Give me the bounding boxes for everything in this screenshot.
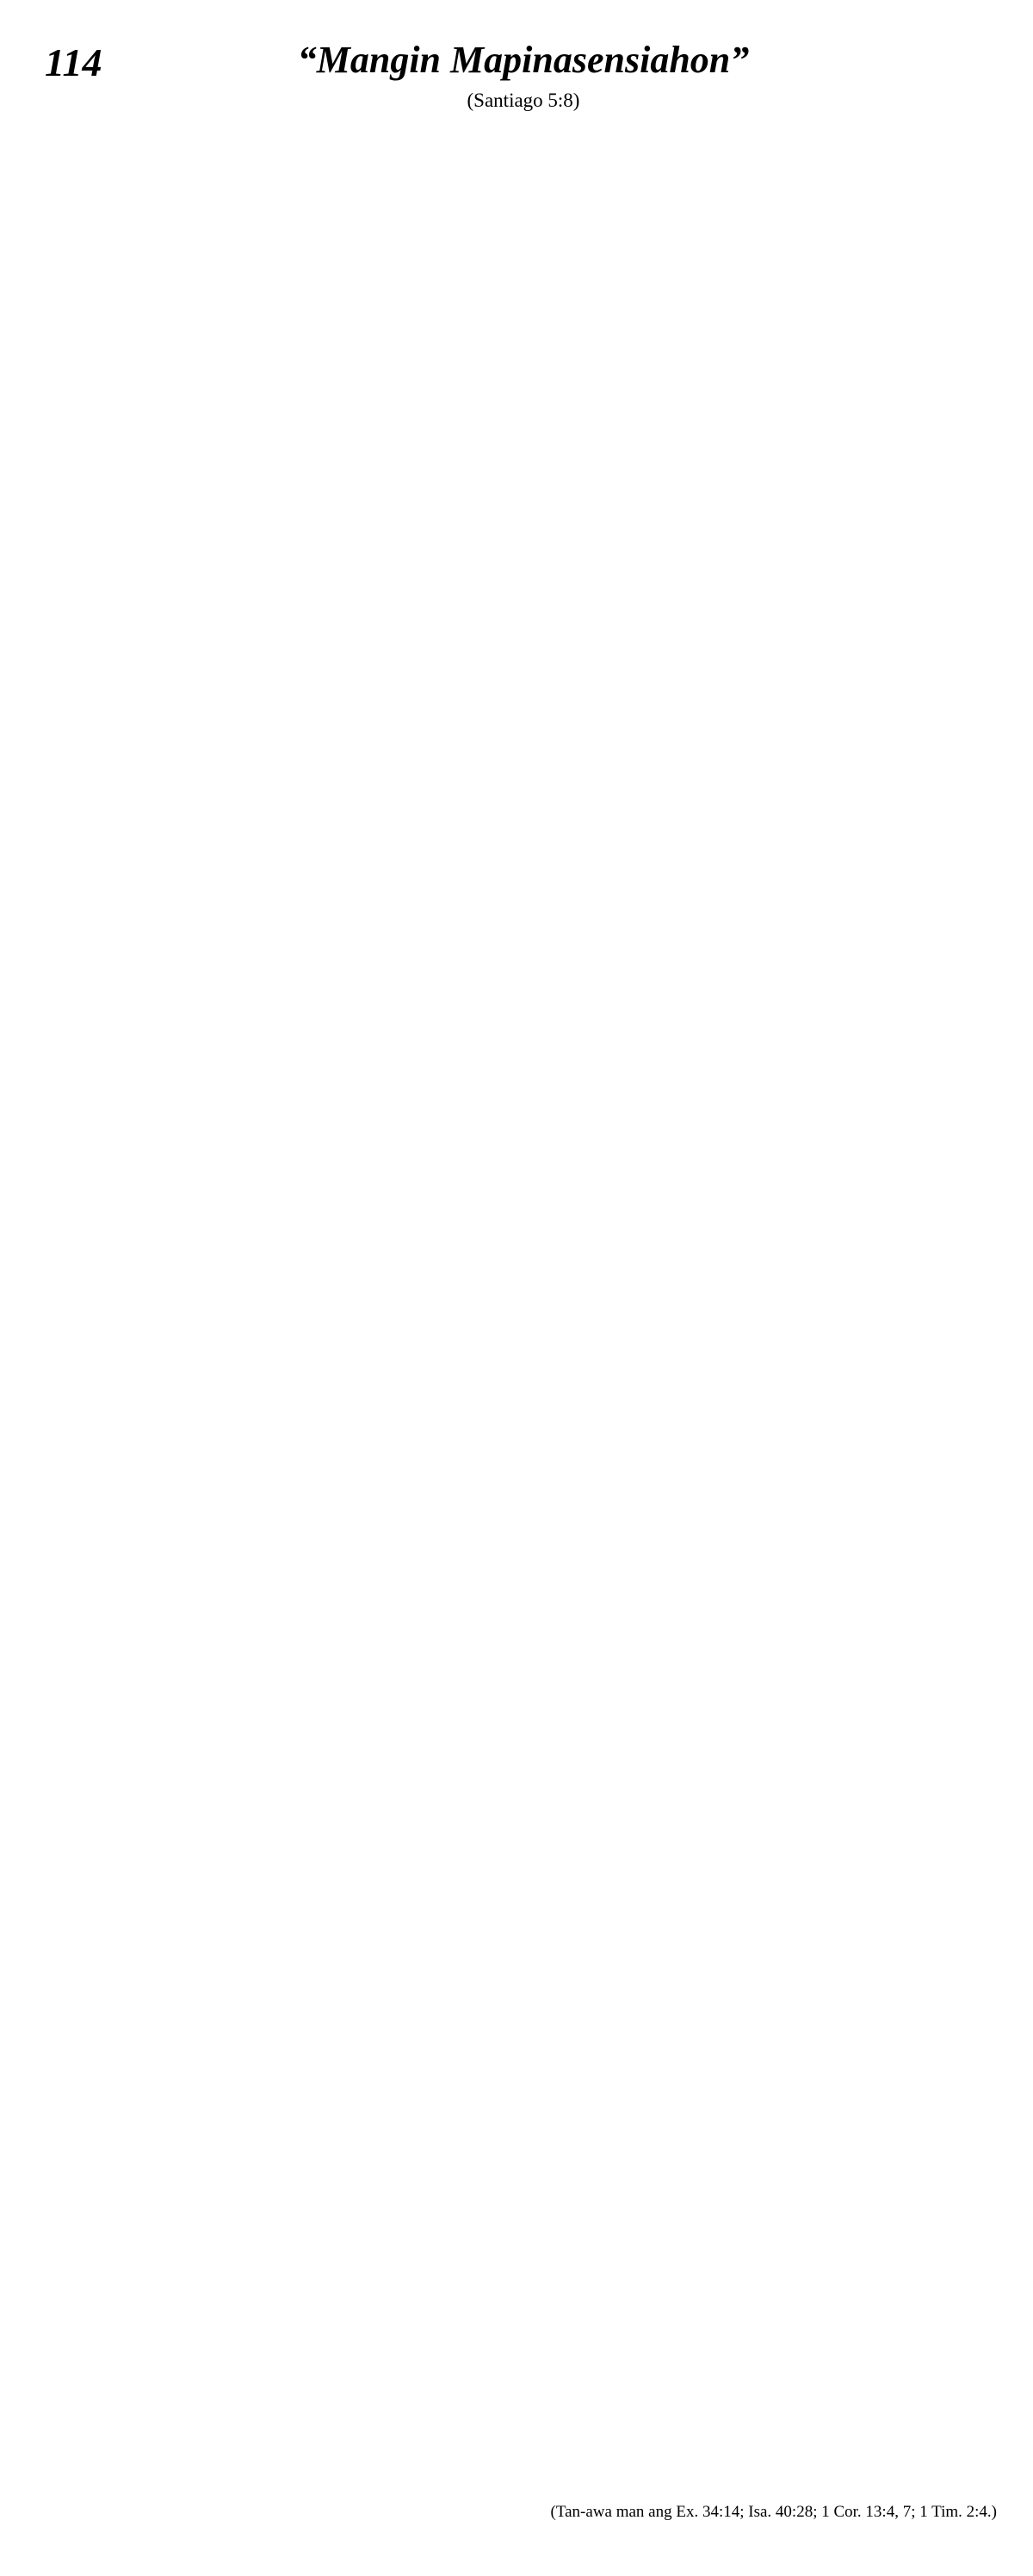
hymn-subtitle: (Santiago 5:8) [467, 90, 580, 111]
hymn-number: 114 [45, 40, 102, 84]
music-system [0, 133, 1033, 392]
hymn-title: “Mangin Mapinasensiahon” [297, 39, 750, 81]
scripture-footer: (Tan-awa man ang Ex. 34:14; Isa. 40:28; 1 Cor. 13:4, 7; 1 Tim. 2:4.) [550, 2503, 997, 2521]
